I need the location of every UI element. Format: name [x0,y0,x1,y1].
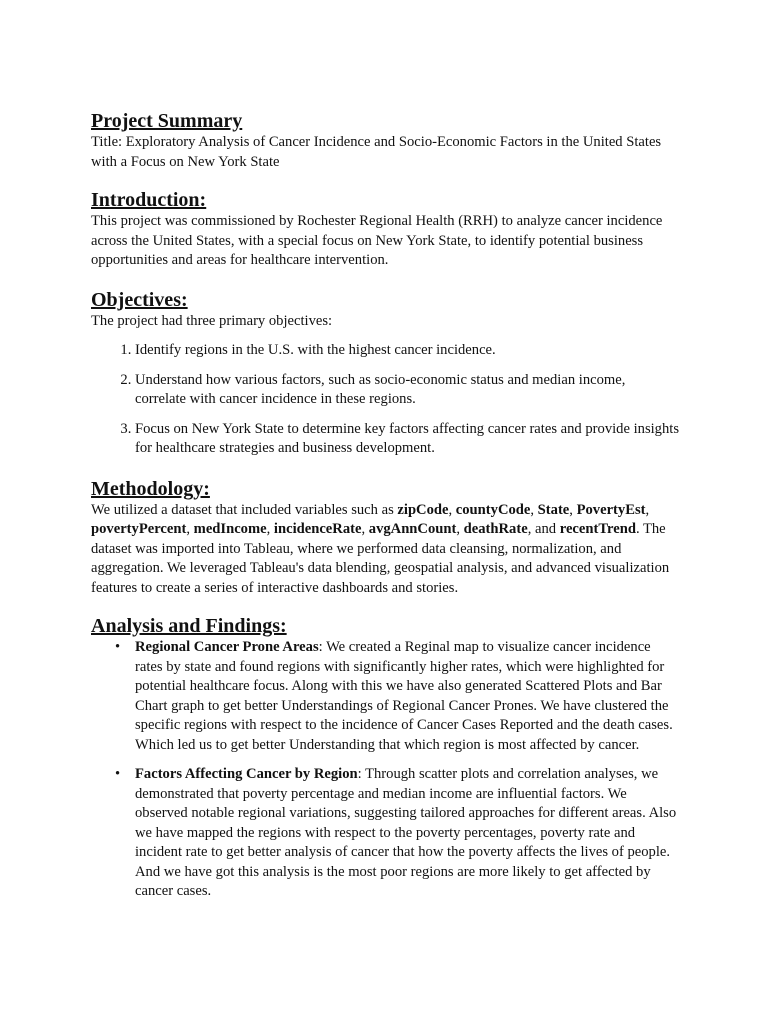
findings-list [91,638,680,902]
objectives-heading: Objectives: [91,288,188,311]
variable-name: recentTrend [559,521,636,537]
variable-name: medIncome [193,521,267,537]
variable-name: avgAnnCount [368,521,457,537]
finding-item [115,765,680,902]
variable-name: zipCode [397,501,449,518]
objectives-list [91,341,680,459]
bullet-icon: • [115,766,121,782]
introduction-body: This project was commissioned by Rochester Regional Health (RRH) to analyze cancer incidence across the United States, with a special focus on New York State, to identify potential business opportunities and areas for healthcare intervention. [91,213,663,268]
analysis-heading: Analysis and Findings: [91,615,287,637]
project-summary-section [91,109,680,172]
objective-item: 2. Understand how various factors, such as socio-economic status and median income, correlate with cancer incidence in these regions. [135,371,680,410]
project-summary-heading: Project Summary [91,110,243,132]
variable-name: PovertyEst [576,501,646,518]
finding-title: Factors Affecting Cancer by Region [135,766,358,782]
objectives-section [91,288,680,459]
bullet-icon: • [115,639,121,655]
variable-name: State [537,501,570,518]
methodology-lead: We utilized a dataset that included variables such as [91,501,398,518]
finding-item [115,638,680,755]
methodology-section [91,477,680,599]
variable-name: countyCode [455,501,531,518]
methodology-heading: Methodology: [91,477,210,500]
objective-item: 1. Identify regions in the U.S. with the highest cancer incidence. [135,341,680,361]
objectives-intro: The project had three primary objectives: [91,312,333,329]
analysis-section [91,614,680,902]
methodology-body: We utilized a dataset that included variables such as zipCode, countyCode, State, PovertyEst, povertyPercent, medIncome, incidenceRate, avgAnnCount, deathRate, and recentTrend. The dataset was imported into Tableau, where we performed data cleansing, normalization, and aggregation. We leveraged Tableau's data blending, geospatial analysis, and advanced visualization features to create a series of interactive dashboards and stories. [91,501,670,596]
variable-name: incidenceRate [273,521,362,537]
project-title-text: Title: Exploratory Analysis of Cancer Incidence and Socio-Economic Factors in the United States with a Focus on New York State [91,134,662,170]
objective-item: 3. Focus on New York State to determine key factors affecting cancer rates and provide insights for healthcare strategies and business development. [135,420,680,459]
variable-name: deathRate [463,521,528,537]
introduction-heading: Introduction: [91,189,207,211]
finding-title: Regional Cancer Prone Areas [135,639,319,655]
methodology-tail: . The dataset was imported into Tableau, where we performed data cleansing, normalization, and aggregation. We leveraged Tableau's data blending, geospatial analysis, and advanced visualization features to create a series of interactive dashboards and stories. [91,521,670,596]
introduction-section [91,188,680,271]
finding-text: : Through scatter plots and correlation analyses, we demonstrated that poverty percentage and median income are influential factors. We observed notable regional variations, suggesting tailored approaches for different areas. Also we have mapped the regions with respect to the poverty percentages, poverty rate and incident rate to get better analysis of cancer that how the poverty affects the lives of people. And we have got this analysis is the most poor regions are more likely to get affected by cancer cases. [135,766,677,899]
finding-text: : We created a Reginal map to visualize cancer incidence rates by state and found regions with significantly higher rates, which were highlighted for potential healthcare focus. Along with this we have also generated Scattered Plots and Bar Chart graph to get better Understandings of Regional Cancer Prones. We have clustered the specific regions with respect to the incidence of Cancer Cases Reported and the death cases. Which led us to get better Understanding that which region is most affected by cancer. [135,639,673,753]
variable-name: povertyPercent [91,521,187,537]
